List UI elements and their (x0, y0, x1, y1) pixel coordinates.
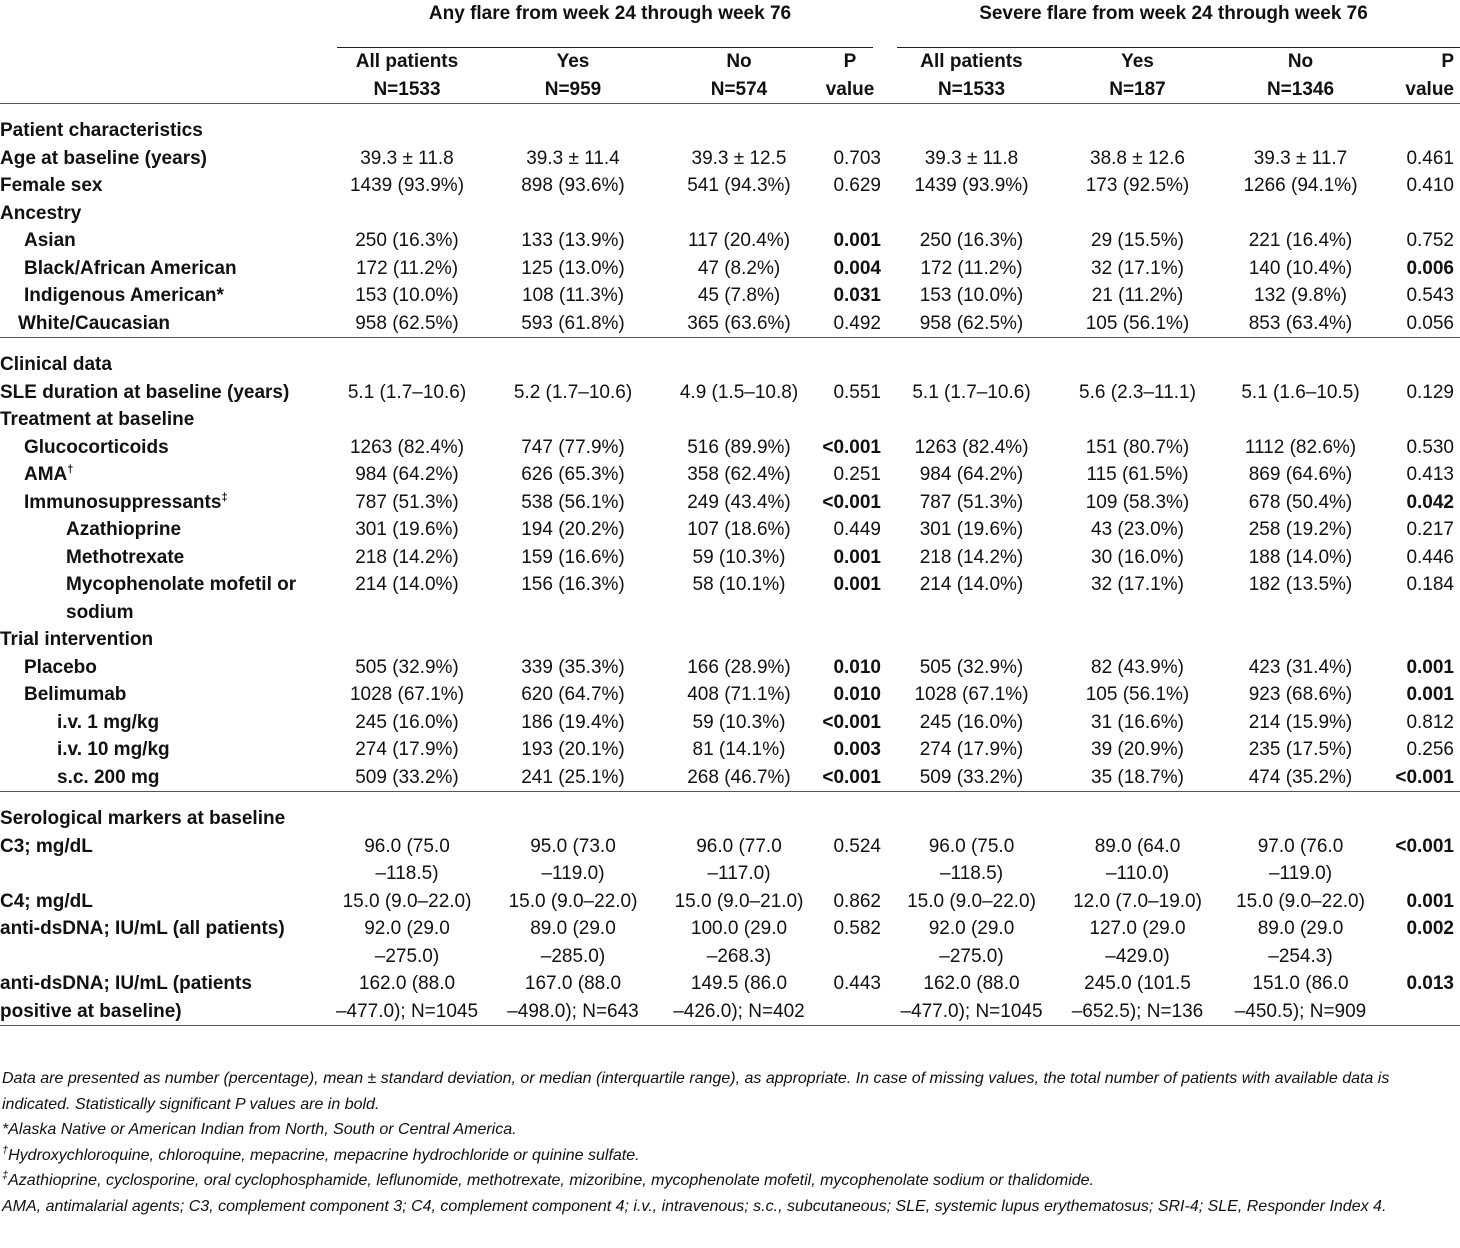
table-row (0, 888, 1460, 916)
value-cell: 984 (64.2%) (919, 464, 1024, 485)
p-value-cell: 0.446 (1406, 546, 1454, 568)
table-row (0, 571, 1460, 626)
p-value-cell: 0.582 (833, 918, 881, 939)
value-cell: 245 (16.0%) (355, 711, 459, 733)
value-cell: 358 (62.4%) (687, 464, 791, 485)
p-value-cell: 0.006 (1406, 257, 1454, 279)
value-cell: 214 (14.0%) (919, 574, 1024, 595)
value-cell: 96.0 (75.0 –118.5) (928, 835, 1015, 884)
p-value-cell: 0.703 (833, 147, 881, 169)
value-cell: 301 (19.6%) (355, 519, 459, 540)
value-cell: 12.0 (7.0–19.0) (1073, 890, 1202, 912)
section-header-row (0, 200, 1460, 228)
table-row (0, 461, 1460, 489)
value-cell: 958 (62.5%) (355, 312, 459, 334)
value-cell: 258 (19.2%) (1248, 519, 1353, 540)
value-cell: 194 (20.2%) (521, 519, 625, 540)
p-value-cell: 0.461 (1406, 147, 1454, 169)
value-cell: 82 (43.9%) (1091, 656, 1184, 678)
row-label: C4; mg/dL (0, 890, 93, 912)
table-row (0, 833, 1460, 888)
value-cell: 133 (13.9%) (521, 230, 625, 251)
value-cell: 109 (58.3%) (1085, 491, 1190, 513)
p-value-cell: 0.001 (833, 546, 881, 568)
table-row (0, 516, 1460, 544)
value-cell: 898 (93.6%) (521, 175, 625, 196)
table-row (0, 915, 1460, 970)
value-cell: 127.0 (29.0 –429.0) (1089, 918, 1186, 967)
p-value-cell: <0.001 (1395, 766, 1454, 788)
value-cell: 92.0 (29.0 –275.0) (928, 918, 1015, 967)
value-cell: 509 (33.2%) (355, 766, 459, 788)
row-label: Clinical data (0, 354, 112, 375)
column-header: P value (825, 51, 875, 100)
column-header: All patients N=1533 (920, 51, 1023, 100)
value-cell: 182 (13.5%) (1248, 574, 1353, 595)
footnote-general: Data are presented as number (percentage), mean ± standard deviation, or median (interquartile range), as appropriate. In case of missing values, the total number of patients with available data is indicated. Statistically significant P values are in bold. (2, 1070, 1390, 1113)
column-header: Yes N=187 (1109, 51, 1166, 100)
value-cell: 100.0 (29.0 –268.3) (690, 918, 788, 967)
footnote-indigenous: *Alaska Native or American Indian from North, South or Central America. (2, 1121, 517, 1138)
value-cell: 250 (16.3%) (355, 230, 459, 251)
value-cell: 1439 (93.9%) (349, 175, 465, 196)
row-label: Azathioprine (66, 519, 182, 540)
value-cell: 235 (17.5%) (1248, 739, 1353, 760)
value-cell: 151 (80.7%) (1085, 436, 1190, 458)
value-cell: 39.3 ± 12.5 (691, 147, 787, 169)
value-cell: 95.0 (73.0 –119.0) (530, 835, 616, 884)
row-label: SLE duration at baseline (years) (0, 381, 290, 403)
p-value-cell: 0.129 (1406, 381, 1454, 403)
p-value-cell: <0.001 (822, 711, 881, 733)
value-cell: 186 (19.4%) (521, 711, 625, 733)
p-value-cell: 0.217 (1406, 519, 1454, 540)
value-cell: 58 (10.1%) (692, 574, 786, 595)
p-value-cell: 0.004 (833, 257, 881, 279)
p-value-cell: 0.031 (833, 285, 881, 306)
value-cell: 245.0 (101.5 –652.5); N=136 (1071, 973, 1204, 1022)
value-cell: 153 (10.0%) (355, 285, 459, 306)
value-cell: 365 (63.6%) (687, 312, 791, 334)
row-label: AMA† (24, 463, 74, 485)
group-header-severe-flare: Severe flare from week 24 through week 76 (887, 0, 1460, 48)
value-cell: 149.5 (86.0 –426.0); N=402 (673, 973, 805, 1022)
table-row (0, 709, 1460, 737)
value-cell: 923 (68.6%) (1248, 684, 1353, 705)
p-value-cell: 0.862 (833, 890, 881, 912)
p-value-cell: 0.443 (833, 973, 881, 994)
section-header-row (0, 406, 1460, 434)
value-cell: 47 (8.2%) (697, 257, 781, 279)
p-value-cell: 0.001 (1406, 656, 1454, 678)
value-cell: 509 (33.2%) (919, 766, 1024, 788)
value-cell: 268 (46.7%) (687, 766, 791, 788)
row-label: Asian (24, 230, 76, 251)
value-cell: 15.0 (9.0–22.0) (342, 890, 472, 912)
group-header-row (0, 0, 1460, 48)
value-cell: 274 (17.9%) (355, 739, 459, 760)
p-value-cell: 0.543 (1406, 285, 1454, 306)
value-cell: 505 (32.9%) (919, 656, 1024, 678)
value-cell: 115 (61.5%) (1086, 464, 1189, 485)
value-cell: 958 (62.5%) (919, 312, 1024, 334)
value-cell: 4.9 (1.5–10.8) (679, 381, 799, 403)
value-cell: 108 (11.3%) (521, 285, 625, 306)
value-cell: 15.0 (9.0–22.0) (508, 890, 638, 912)
value-cell: 218 (14.2%) (919, 546, 1024, 568)
group-header-any-flare: Any flare from week 24 through week 76 (333, 0, 887, 48)
value-cell: 620 (64.7%) (521, 684, 625, 705)
p-value-cell: 0.010 (833, 684, 881, 705)
table-row (0, 434, 1460, 462)
value-cell: 156 (16.3%) (521, 574, 625, 595)
p-value-cell: 0.251 (833, 464, 881, 485)
value-cell: 173 (92.5%) (1085, 175, 1190, 196)
value-cell: 15.0 (9.0–22.0) (1236, 890, 1365, 912)
value-cell: 423 (31.4%) (1248, 656, 1353, 678)
value-cell: 21 (11.2%) (1091, 285, 1184, 306)
table-row (0, 764, 1460, 792)
value-cell: 96.0 (77.0 –117.0) (696, 835, 782, 884)
table-row (0, 172, 1460, 200)
section-header-row (0, 351, 1460, 379)
p-value-cell: 0.003 (833, 739, 881, 760)
value-cell: 1439 (93.9%) (914, 175, 1029, 196)
value-cell: 172 (11.2%) (920, 257, 1023, 279)
value-cell: 140 (10.4%) (1248, 257, 1353, 279)
value-cell: 869 (64.6%) (1248, 464, 1353, 485)
row-label: Female sex (0, 175, 103, 196)
row-label: i.v. 1 mg/kg (57, 711, 160, 733)
value-cell: 853 (63.4%) (1248, 312, 1353, 334)
p-value-cell: 0.010 (833, 656, 881, 678)
value-cell: 245 (16.0%) (919, 711, 1024, 733)
value-cell: 35 (18.7%) (1091, 766, 1184, 788)
value-cell: 151.0 (86.0 –450.5); N=909 (1234, 973, 1367, 1022)
footnote-immunosuppressants: ‡Azathioprine, cyclosporine, oral cyclophosphamide, leflunomide, methotrexate, mizoribine, mycophenolate mofetil, mycophenolate sodium or thalidomide. (2, 1169, 1095, 1189)
p-value-cell: 0.492 (833, 312, 881, 334)
value-cell: 1263 (82.4%) (349, 436, 465, 458)
value-cell: 474 (35.2%) (1248, 766, 1353, 788)
p-value-cell: 0.449 (833, 519, 881, 540)
value-cell: 96.0 (75.0 –118.5) (364, 835, 450, 884)
p-value-cell: 0.002 (1406, 918, 1454, 939)
row-label: Trial intervention (0, 629, 154, 650)
row-label: anti-dsDNA; IU/mL (patients positive at baseline) (0, 973, 252, 1022)
row-label: C3; mg/dL (0, 835, 93, 857)
section-header-row (0, 805, 1460, 833)
value-cell: 1266 (94.1%) (1243, 175, 1358, 196)
value-cell: 59 (10.3%) (692, 711, 786, 733)
value-cell: 89.0 (29.0 –254.3) (1257, 918, 1344, 967)
p-value-cell: 0.812 (1406, 711, 1454, 733)
row-label: Methotrexate (66, 546, 185, 568)
table-row (0, 736, 1460, 764)
footnote-abbreviations: AMA, antimalarial agents; C3, complement component 3; C4, complement component 4; i.v., intravenous; s.c., subcutaneous; SLE, systemic lupus erythematosus; SRI-4; SLE, Responder Index 4. (2, 1197, 1387, 1215)
p-value-cell: 0.551 (833, 381, 881, 403)
table-row (0, 544, 1460, 572)
value-cell: 505 (32.9%) (355, 656, 459, 678)
row-label: s.c. 200 mg (57, 766, 160, 788)
row-label: White/Caucasian (18, 312, 171, 334)
value-cell: 787 (51.3%) (355, 491, 459, 513)
value-cell: 747 (77.9%) (521, 436, 625, 458)
row-label: Mycophenolate mofetil or sodium (66, 574, 297, 623)
section-header-row (0, 626, 1460, 654)
value-cell: 38.8 ± 12.6 (1090, 147, 1185, 169)
table-row (0, 310, 1460, 338)
value-cell: 339 (35.3%) (521, 656, 625, 678)
value-cell: 45 (7.8%) (697, 285, 781, 306)
p-value-cell: 0.056 (1406, 312, 1454, 334)
table-row (0, 970, 1460, 1026)
table-footnotes (2, 1066, 1454, 1219)
value-cell: 15.0 (9.0–22.0) (907, 890, 1036, 912)
value-cell: 1028 (67.1%) (914, 684, 1029, 705)
row-label: Patient characteristics (0, 120, 203, 141)
row-label: anti-dsDNA; IU/mL (all patients) (0, 918, 285, 939)
value-cell: 193 (20.1%) (521, 739, 625, 760)
value-cell: 39 (20.9%) (1091, 739, 1184, 760)
value-cell: 626 (65.3%) (521, 464, 625, 485)
row-label: Serological markers at baseline (0, 808, 286, 829)
p-value-cell: 0.256 (1406, 739, 1454, 760)
p-value-cell: 0.752 (1406, 230, 1454, 251)
value-cell: 678 (50.4%) (1248, 491, 1353, 513)
p-value-cell: 0.184 (1406, 574, 1454, 595)
p-value-cell: 0.001 (1406, 890, 1454, 912)
column-header: No N=574 (710, 51, 768, 100)
value-cell: 125 (13.0%) (521, 257, 625, 279)
value-cell: 408 (71.1%) (687, 684, 791, 705)
value-cell: 538 (56.1%) (521, 491, 625, 513)
value-cell: 5.1 (1.6–10.5) (1241, 381, 1360, 403)
value-cell: 249 (43.4%) (687, 491, 791, 513)
value-cell: 15.0 (9.0–21.0) (674, 890, 804, 912)
value-cell: 541 (94.3%) (687, 175, 791, 196)
value-cell: 105 (56.1%) (1085, 312, 1190, 334)
value-cell: 1263 (82.4%) (914, 436, 1029, 458)
row-label: Indigenous American* (24, 285, 224, 306)
p-value-cell: 0.530 (1406, 436, 1454, 458)
row-label: Treatment at baseline (0, 409, 195, 430)
value-cell: 92.0 (29.0 –275.0) (364, 918, 450, 967)
value-cell: 43 (23.0%) (1091, 519, 1184, 540)
value-cell: 31 (16.6%) (1091, 711, 1184, 733)
column-header: No N=1346 (1266, 51, 1335, 100)
row-label: Placebo (24, 656, 97, 678)
value-cell: 787 (51.3%) (919, 491, 1024, 513)
value-cell: 59 (10.3%) (692, 546, 786, 568)
value-cell: 1112 (82.6%) (1244, 436, 1357, 458)
value-cell: 301 (19.6%) (919, 519, 1024, 540)
value-cell: 29 (15.5%) (1091, 230, 1184, 251)
row-label: i.v. 10 mg/kg (57, 739, 170, 760)
table-row (0, 654, 1460, 682)
table-row (0, 145, 1460, 173)
value-cell: 5.2 (1.7–10.6) (513, 381, 633, 403)
p-value-cell: <0.001 (1395, 835, 1454, 857)
table-row (0, 379, 1460, 407)
value-cell: 221 (16.4%) (1248, 230, 1353, 251)
p-value-cell: <0.001 (822, 766, 881, 788)
value-cell: 5.1 (1.7–10.6) (912, 381, 1031, 403)
value-cell: 984 (64.2%) (355, 464, 459, 485)
footnote-ama: †Hydroxychloroquine, chloroquine, mepacrine, mepacrine hydrochloride or quinine sulfate. (2, 1144, 640, 1164)
row-label: Ancestry (0, 202, 82, 224)
row-label: Immunosuppressants‡ (24, 491, 228, 513)
value-cell: 132 (9.8%) (1254, 285, 1347, 306)
value-cell: 214 (14.0%) (355, 574, 459, 595)
row-label: Black/African American (24, 257, 237, 279)
value-cell: 39.3 ± 11.8 (360, 147, 454, 169)
value-cell: 5.6 (2.3–11.1) (1079, 381, 1196, 403)
value-cell: 153 (10.0%) (919, 285, 1024, 306)
p-value-cell: 0.013 (1406, 973, 1454, 994)
value-cell: 167.0 (88.0 –498.0); N=643 (507, 973, 639, 1022)
value-cell: 159 (16.6%) (521, 546, 625, 568)
column-header-row (0, 48, 1460, 104)
column-header: All patients N=1533 (355, 51, 459, 100)
value-cell: 188 (14.0%) (1248, 546, 1353, 568)
value-cell: 107 (18.6%) (687, 519, 791, 540)
value-cell: 39.3 ± 11.4 (526, 147, 620, 169)
value-cell: 218 (14.2%) (355, 546, 459, 568)
p-value-cell: <0.001 (822, 491, 881, 513)
column-header: Yes N=959 (544, 51, 602, 100)
row-label: Glucocorticoids (24, 436, 169, 458)
value-cell: 32 (17.1%) (1091, 574, 1184, 595)
value-cell: 250 (16.3%) (919, 230, 1024, 251)
section-header-row (0, 117, 1460, 145)
value-cell: 105 (56.1%) (1085, 684, 1190, 705)
column-header: P value (1405, 51, 1454, 100)
value-cell: 162.0 (88.0 –477.0); N=1045 (335, 973, 479, 1022)
p-value-cell: 0.001 (833, 574, 881, 595)
p-value-cell: 0.629 (833, 175, 881, 196)
value-cell: 593 (61.8%) (521, 312, 625, 334)
p-value-cell: 0.410 (1406, 175, 1454, 196)
value-cell: 5.1 (1.7–10.6) (347, 381, 467, 403)
value-cell: 166 (28.9%) (687, 656, 791, 678)
table-row (0, 681, 1460, 709)
value-cell: 516 (89.9%) (687, 436, 791, 458)
value-cell: 117 (20.4%) (687, 230, 791, 251)
p-value-cell: 0.001 (1406, 684, 1454, 705)
value-cell: 30 (16.0%) (1091, 546, 1184, 568)
value-cell: 214 (15.9%) (1248, 711, 1353, 733)
value-cell: 97.0 (76.0 –119.0) (1257, 835, 1344, 884)
p-value-cell: 0.001 (833, 230, 881, 251)
value-cell: 32 (17.1%) (1091, 257, 1184, 279)
table-row (0, 489, 1460, 517)
value-cell: 89.0 (29.0 –285.0) (530, 918, 616, 967)
value-cell: 39.3 ± 11.7 (1253, 147, 1348, 169)
p-value-cell: 0.413 (1406, 464, 1454, 485)
value-cell: 241 (25.1%) (521, 766, 625, 788)
value-cell: 172 (11.2%) (355, 257, 459, 279)
table-row (0, 282, 1460, 310)
table-row (0, 227, 1460, 255)
table-row (0, 255, 1460, 283)
p-value-cell: 0.042 (1406, 491, 1454, 513)
p-value-cell: 0.524 (833, 835, 881, 857)
row-label: Belimumab (24, 684, 127, 705)
value-cell: 39.3 ± 11.8 (924, 147, 1019, 169)
value-cell: 162.0 (88.0 –477.0); N=1045 (900, 973, 1043, 1022)
value-cell: 89.0 (64.0 –110.0) (1094, 835, 1181, 884)
row-label: Age at baseline (years) (0, 147, 207, 169)
value-cell: 1028 (67.1%) (349, 684, 465, 705)
value-cell: 274 (17.9%) (919, 739, 1024, 760)
p-value-cell: <0.001 (822, 436, 881, 458)
value-cell: 81 (14.1%) (692, 739, 786, 760)
